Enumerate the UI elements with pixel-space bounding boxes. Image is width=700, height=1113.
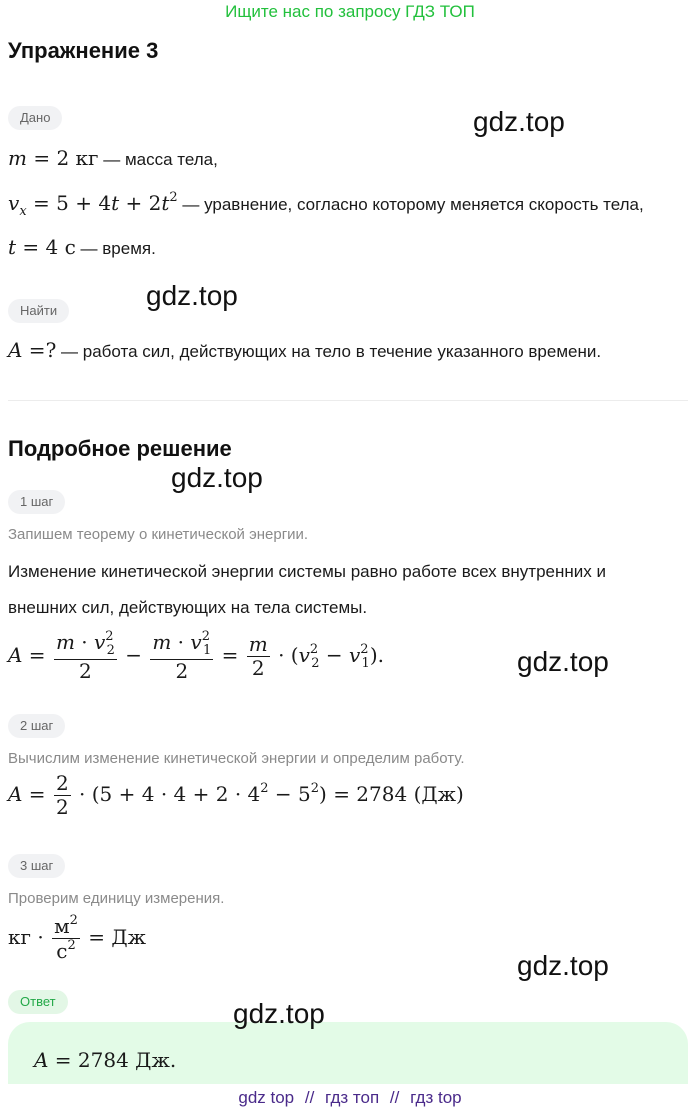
step2-hint: Вычислим изменение кинетической энергии и определим работу. <box>8 750 465 767</box>
formula-work-calc: A = $\frac{2}{2}$ · $(5 + 4 \cdot 4 + 2 \cdot 4^2 - 5^2) = 2784$ (Дж) <box>8 771 464 819</box>
step1-hint: Запишем теорему о кинетической энергии. <box>8 526 309 543</box>
given-mass-text: — масса тела, <box>98 150 218 169</box>
given-mass-line <box>8 146 218 170</box>
answer-box <box>8 1022 688 1084</box>
formula-time: t = 4 с <box>8 235 76 259</box>
step3-formula <box>8 914 146 963</box>
answer-badge: Ответ <box>8 990 68 1014</box>
formula-velocity: $v_x = 5 + 4t + 2t^2$ <box>8 190 178 219</box>
find-line <box>8 338 601 362</box>
given-time-line <box>8 235 156 259</box>
section-divider <box>8 400 688 401</box>
formula-find: A =? <box>8 338 57 362</box>
step1-formula <box>8 630 384 683</box>
footer-link-2[interactable]: гдз топ <box>325 1088 380 1107</box>
given-badge: Дано <box>8 106 62 130</box>
step2-badge: 2 шаг <box>8 714 65 738</box>
step3-hint: Проверим единицу измерения. <box>8 890 225 907</box>
formula-mass: m = 2 кг <box>8 146 99 170</box>
given-velocity-text: — уравнение, согласно которому меняется скорость тела, <box>177 195 644 214</box>
step1-text-line2: внешних сил, действующих на тела системы. <box>8 598 368 617</box>
watermark-text: gdz.top <box>146 280 238 311</box>
footer-link-3[interactable]: гдз top <box>410 1088 462 1107</box>
watermark-text: gdz.top <box>233 998 325 1029</box>
watermark-text: gdz.top <box>473 106 565 137</box>
step3-badge: 3 шаг <box>8 854 65 878</box>
watermark-text: gdz.top <box>171 462 263 493</box>
step1-badge: 1 шаг <box>8 490 65 514</box>
footer <box>0 1088 700 1108</box>
top-banner: Ищите нас по запросу ГДЗ ТОП <box>225 2 475 21</box>
find-text: — работа сил, действующих на тело в течение указанного времени. <box>56 342 602 361</box>
step1-text-line1: Изменение кинетической энергии системы равно работе всех внутренних и <box>8 562 606 581</box>
formula-units: кг · $\frac{м^2}{с^2}$ = Дж <box>8 913 147 963</box>
solution-title: Подробное решение <box>8 436 232 461</box>
exercise-title: Упражнение 3 <box>8 38 159 63</box>
formula-kinetic-theorem: A = $\frac{m \cdot v^2_2}{2}$ − $\frac{m \cdot v^2_1}{2}$ = $\frac{m}{2}$ · $(v^2_2 - v^2_1)$. <box>8 629 384 683</box>
given-time-text: — время. <box>75 239 156 258</box>
watermark-text: gdz.top <box>517 646 609 677</box>
find-badge: Найти <box>8 299 69 323</box>
step2-formula <box>8 772 464 819</box>
watermark-text: gdz.top <box>517 950 609 981</box>
answer-formula: A = 2784 Дж. <box>34 1048 177 1072</box>
given-velocity-line <box>8 190 644 219</box>
footer-separator: // <box>304 1088 315 1107</box>
footer-link-1[interactable]: gdz top <box>238 1088 295 1107</box>
footer-separator: // <box>389 1088 400 1107</box>
